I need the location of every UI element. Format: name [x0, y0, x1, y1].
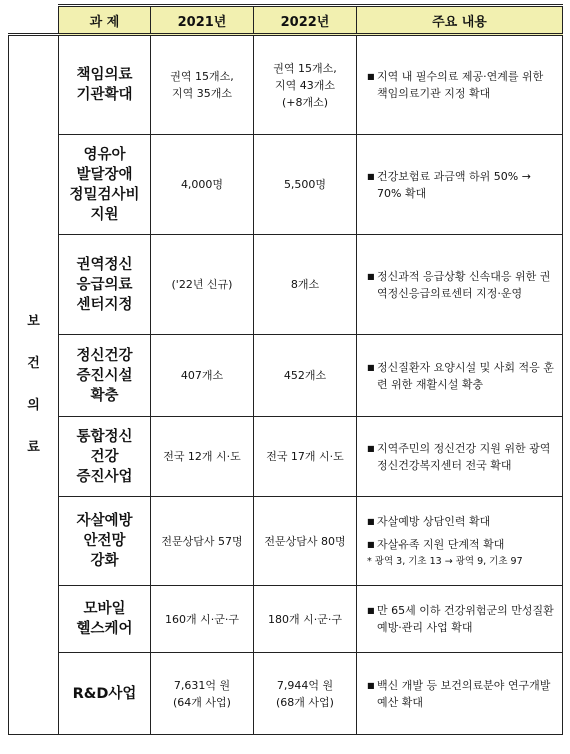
square-bullet-icon: ■: [367, 540, 375, 549]
table-row: [9, 135, 563, 235]
task-title-line: 기관확대: [76, 87, 133, 103]
task-title-line: 발달장애: [76, 166, 133, 183]
task-title-cell: [59, 497, 151, 586]
content-cell: [357, 235, 563, 335]
content-item: [367, 359, 557, 393]
content-text: 만 65세 이하 건강위험군의 만성질환 예방·관리 사업 확대: [377, 604, 554, 634]
task-title-line: 응급의료: [76, 276, 133, 293]
task-title-line: 통합정신: [76, 428, 133, 445]
value-2022-line: 지역 43개소: [275, 78, 335, 92]
table-row: [9, 586, 563, 653]
square-bullet-icon: ■: [367, 72, 375, 81]
value-2021-line: (64개 사업): [173, 695, 231, 709]
table-row: [9, 235, 563, 335]
content-cell: [357, 417, 563, 497]
task-title-line: 지원: [90, 206, 119, 223]
task-title-line: R&D사업: [72, 685, 137, 702]
square-bullet-icon: ■: [367, 362, 375, 372]
value-2021-line: 407개소: [180, 369, 224, 382]
value-2021-line: 7,631억 원: [173, 678, 231, 692]
value-2022-line: 권역 15개소,: [273, 61, 337, 75]
table-row: [9, 335, 563, 417]
header-content: 주요 내용: [357, 6, 563, 35]
value-2022-line: 전국 17개 시·도: [266, 450, 344, 463]
content-cell: [357, 35, 563, 135]
task-title-line: 증진사업: [76, 468, 133, 485]
header-blank: [9, 6, 59, 35]
content-item: [367, 602, 557, 636]
task-title-line: 자살예방: [76, 513, 133, 529]
value-2021-line: 권역 15개소,: [170, 70, 234, 83]
task-title-cell: [59, 135, 151, 235]
task-title-line: 권역정신: [76, 256, 133, 273]
content-cell: [357, 653, 563, 735]
table-row: [9, 35, 563, 135]
content-cell: [357, 497, 563, 586]
task-title-line: 건강: [90, 448, 119, 465]
task-title-line: 센터지정: [76, 296, 133, 313]
category-char: 보: [27, 314, 40, 329]
square-bullet-icon: ■: [367, 606, 375, 615]
content-text: 건강보험료 과금액 하위 50% → 70% 확대: [377, 169, 531, 200]
value-2021-cell: [151, 653, 254, 735]
task-title-line: 모바일: [83, 601, 126, 617]
header-2022: 2022년: [254, 6, 357, 35]
content-text: 지역주민의 정신건강 지원 위한 광역정신건강복지센터 전국 확대: [377, 441, 551, 472]
square-bullet-icon: ■: [367, 171, 375, 181]
header-task: 과 제: [59, 6, 151, 35]
value-2022-line: 5,500명: [283, 178, 327, 191]
value-2022-cell: [254, 653, 357, 735]
content-item: [367, 677, 557, 711]
content-cell: [357, 135, 563, 235]
square-bullet-icon: ■: [367, 517, 375, 526]
value-2022-cell: [254, 235, 357, 335]
value-2021-line: 전문상담사 57명: [161, 534, 243, 548]
category-char: 의: [27, 398, 40, 413]
value-2021-cell: [151, 417, 254, 497]
value-2021-cell: [151, 135, 254, 235]
value-2021-line: ('22년 신규): [171, 278, 233, 291]
task-title-cell: [59, 653, 151, 735]
value-2021-cell: [151, 335, 254, 417]
value-2021-cell: [151, 497, 254, 586]
table-row: [9, 417, 563, 497]
content-item: [367, 68, 557, 102]
value-2021-line: 지역 35개소: [172, 87, 232, 100]
task-title-cell: [59, 35, 151, 135]
content-note: * 광역 3, 기초 13 → 광역 9, 기초 97: [367, 556, 523, 567]
value-2022-line: 전문상담사 80명: [264, 534, 346, 548]
value-2022-line: 7,944억 원: [276, 678, 334, 692]
value-2022-line: 180개 시·군·구: [268, 612, 342, 626]
value-2021-cell: [151, 235, 254, 335]
value-2022-cell: [254, 335, 357, 417]
category-cell: [9, 35, 59, 735]
square-bullet-icon: ■: [367, 680, 375, 690]
square-bullet-icon: ■: [367, 271, 375, 281]
content-cell: [357, 586, 563, 653]
table-row: [9, 497, 563, 586]
content-text: 정신질환자 요양시설 및 사회 적응 훈련 위한 재활시설 확충: [377, 360, 554, 391]
content-item: [367, 268, 557, 302]
value-2022-cell: [254, 586, 357, 653]
value-2021-line: 160개 시·군·구: [165, 612, 239, 626]
task-title-line: 확충: [90, 387, 119, 404]
value-2022-cell: [254, 417, 357, 497]
task-title-line: 정신건강: [76, 347, 133, 364]
content-text: 지역 내 필수의료 제공·연계를 위한 책임의료기관 지정 확대: [377, 70, 544, 100]
value-2022-line: 452개소: [283, 369, 327, 382]
task-title-cell: [59, 235, 151, 335]
task-title-cell: [59, 335, 151, 417]
value-2022-cell: [254, 497, 357, 586]
table-row: [9, 653, 563, 735]
task-title-line: 강화: [90, 553, 119, 569]
task-title-line: 영유아: [83, 146, 126, 163]
content-text: 백신 개발 등 보건의료분야 연구개발 예산 확대: [377, 678, 551, 709]
content-text: 자살예방 상담인력 확대: [377, 515, 491, 528]
content-text: 정신과적 응급상황 신속대응 위한 권역정신응급의료센터 지정·운영: [377, 269, 551, 300]
content-item: [367, 536, 557, 553]
content-text: 자살유족 지원 단계적 확대: [377, 538, 505, 551]
task-title-line: 정밀검사비: [69, 186, 140, 203]
header-2021: 2021년: [151, 6, 254, 35]
task-title-cell: [59, 586, 151, 653]
value-2022-cell: [254, 135, 357, 235]
task-title-line: 책임의료: [76, 67, 133, 83]
value-2021-cell: [151, 35, 254, 135]
policy-table: [8, 4, 563, 735]
value-2022-line: (68개 사업): [276, 695, 334, 709]
value-2022-line: 8개소: [290, 278, 320, 291]
value-2021-line: 전국 12개 시·도: [163, 450, 241, 463]
content-item: [367, 513, 557, 530]
content-item: [367, 168, 557, 202]
task-title-cell: [59, 417, 151, 497]
content-cell: [357, 335, 563, 417]
value-2021-cell: [151, 586, 254, 653]
value-2022-line: (+8개소): [281, 95, 329, 109]
value-2022-cell: [254, 35, 357, 135]
task-title-line: 안전망: [83, 533, 126, 549]
content-item: [367, 440, 557, 474]
task-title-line: 헬스케어: [76, 621, 133, 637]
value-2021-line: 4,000명: [180, 178, 224, 191]
task-title-line: 증진시설: [76, 367, 133, 384]
category-char: 건: [27, 356, 40, 371]
category-char: 료: [27, 440, 40, 455]
square-bullet-icon: ■: [367, 443, 375, 453]
